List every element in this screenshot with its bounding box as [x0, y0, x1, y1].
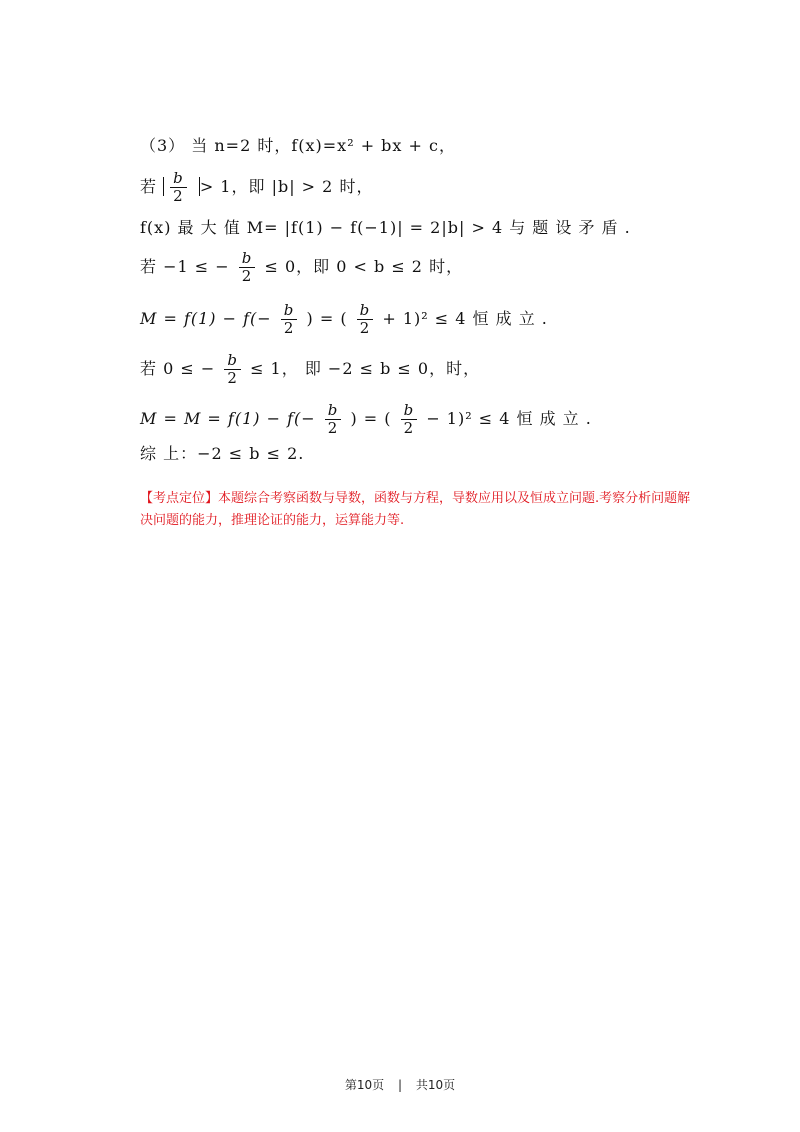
line-7-pre: M = M = f(1) − f(−	[140, 409, 316, 428]
solution-line-4	[140, 250, 463, 285]
fraction-b-over-2: $\frac{b}{2}$	[224, 352, 241, 387]
line-7-mid: ) = (	[350, 409, 392, 428]
page-footer	[0, 1076, 800, 1093]
fraction-b-over-2: $\frac{b}{2}$	[170, 170, 187, 205]
line-6-pre: 若 0 ≤ −	[140, 359, 216, 378]
fraction-b-over-2: $\frac{b}{2}$	[239, 250, 256, 285]
fraction-b-over-2: $\frac{b}{2}$	[325, 402, 342, 437]
solution-line-7	[140, 402, 592, 437]
solution-line-8: 综 上：−2 ≤ b ≤ 2.	[140, 444, 305, 463]
line-2-pre: 若	[140, 177, 158, 196]
solution-line-2	[140, 170, 373, 205]
key-point-note: 【考点定位】本题综合考察函数与导数，函数与方程，导数应用以及恒成立问题.考察分析问题解决问题的能力，推理论证的能力，运算能力等.	[140, 491, 691, 528]
fraction-b-over-2: $\frac{b}{2}$	[357, 302, 374, 337]
solution-line-1: （3） 当 n=2 时，f(x)=x² + bx + c，	[140, 136, 456, 155]
line-4-pre: 若 −1 ≤ −	[140, 257, 230, 276]
line-5-mid: ) = (	[306, 309, 348, 328]
line-5-post: + 1)² ≤ 4 恒 成 立 .	[382, 309, 548, 328]
page-total: 共10页	[415, 1078, 456, 1092]
page-number: 第10页	[344, 1078, 385, 1092]
line-2-post: > 1，即 |b| > 2 时，	[199, 177, 374, 196]
fraction-b-over-2: $\frac{b}{2}$	[281, 302, 298, 337]
line-5-pre: M = f(1) − f(−	[140, 309, 272, 328]
footer-separator: |	[397, 1078, 403, 1092]
solution-line-5	[140, 302, 548, 337]
line-6-post: ≤ 1， 即 −2 ≤ b ≤ 0，时，	[250, 359, 481, 378]
line-4-post: ≤ 0，即 0 < b ≤ 2 时，	[264, 257, 464, 276]
solution-line-6	[140, 352, 480, 387]
solution-line-3: f(x) 最 大 值 M= |f(1) − f(−1)| = 2|b| > 4 与 题 设 矛 盾 .	[140, 218, 631, 237]
line-7-post: − 1)² ≤ 4 恒 成 立 .	[426, 409, 592, 428]
fraction-b-over-2: $\frac{b}{2}$	[401, 402, 418, 437]
